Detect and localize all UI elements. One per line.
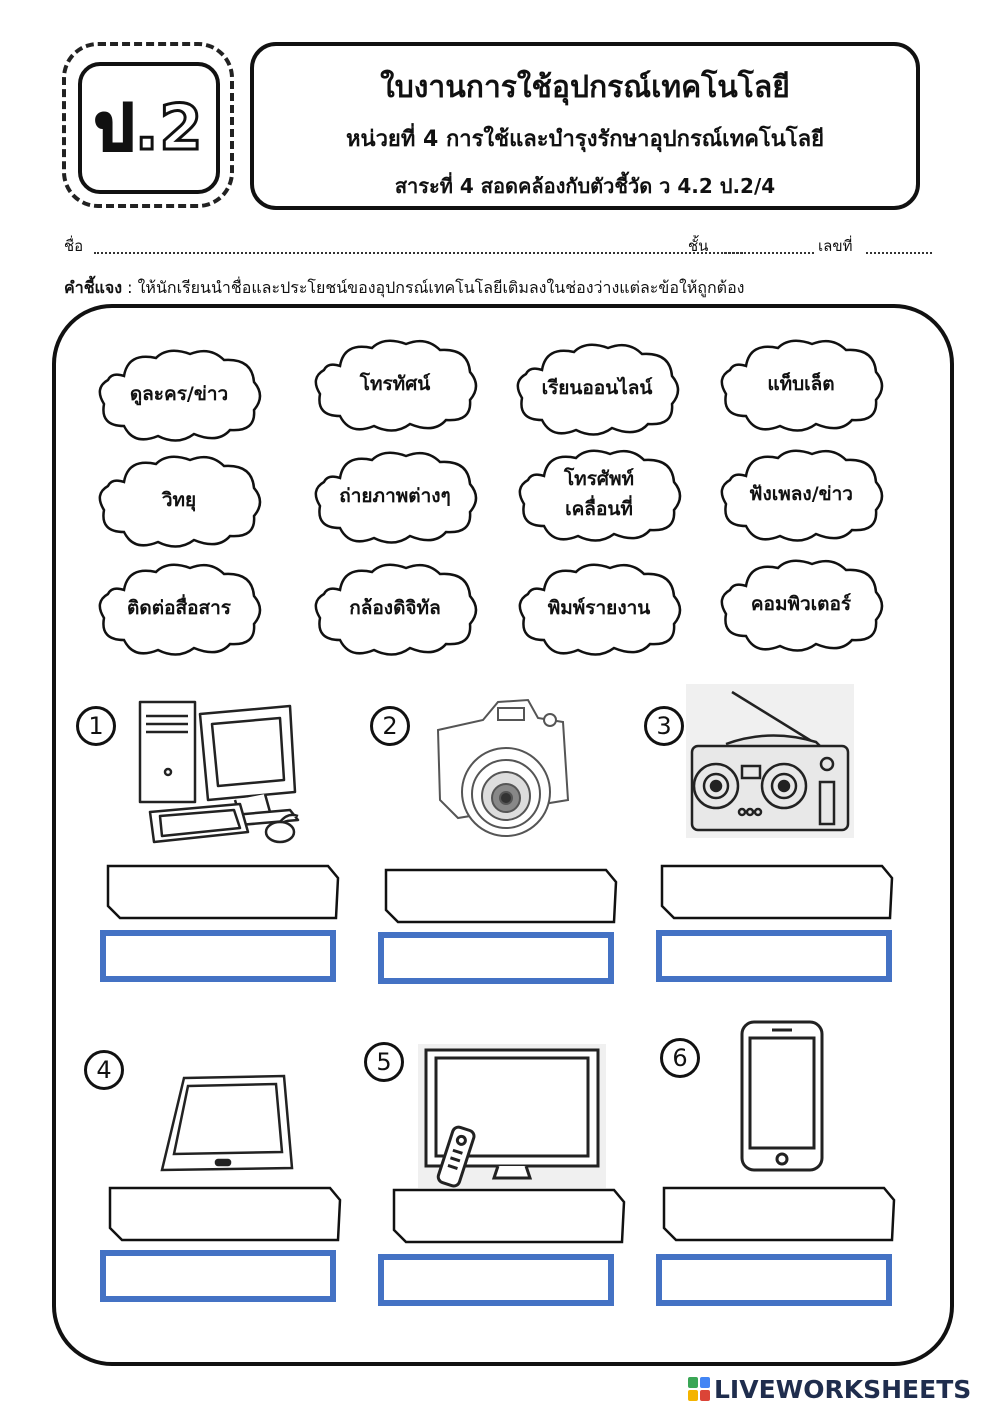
device-use-answer[interactable] [100, 1250, 336, 1302]
word-bank-cloud[interactable] [94, 560, 264, 656]
device-name-answer[interactable] [660, 864, 892, 918]
mobile-phone-icon [738, 1018, 826, 1174]
word-bank-term: วิทยุ [161, 488, 197, 511]
word-bank-cloud[interactable] [716, 556, 886, 652]
item-number: 4 [84, 1050, 124, 1090]
subject-line: สาระที่ 4 สอดคล้องกับตัวชี้วัด ว 4.2 ป.2/4 [394, 174, 776, 198]
word-bank-cloud[interactable] [310, 560, 480, 656]
device-name-answer[interactable] [392, 1188, 624, 1242]
instructions [64, 276, 944, 301]
item-number: 1 [76, 706, 116, 746]
name-field[interactable] [94, 234, 746, 254]
word-bank-term: โทรศัพท์ เคลื่อนที่ [563, 467, 635, 520]
worksheet-title: ใบงานการใช้อุปกรณ์เทคโนโลยี [380, 70, 790, 105]
item-number: 2 [370, 706, 410, 746]
grade-label: ป.2 [94, 91, 204, 164]
class-field[interactable] [724, 234, 814, 254]
word-bank-cloud[interactable] [716, 336, 886, 432]
tablet-icon [158, 1074, 294, 1174]
word-bank-cloud[interactable] [310, 448, 480, 544]
student-info-line [64, 232, 934, 260]
television-icon [418, 1044, 606, 1188]
unit-title: หน่วยที่ 4 การใช้และบำรุงรักษาอุปกรณ์เทคโนโลยี [346, 127, 824, 152]
item-number: 6 [660, 1038, 700, 1078]
title-box [250, 42, 920, 210]
word-bank-term: ติดต่อสื่อสาร [127, 596, 231, 619]
device-name-answer[interactable] [662, 1186, 894, 1240]
number-field[interactable] [866, 234, 932, 254]
class-label: ชั้น [688, 237, 709, 255]
instructions-label: คำชี้แจง [64, 278, 123, 297]
item-number: 3 [644, 706, 684, 746]
instructions-text: : ให้นักเรียนนำชื่อและประโยชน์ของอุปกรณ์เทคโนโลยีเติมลงในช่องว่างแต่ละข้อให้ถูกต้อง [122, 278, 745, 297]
device-name-answer[interactable] [384, 868, 616, 922]
word-bank-term: พิมพ์รายงาน [547, 596, 651, 619]
word-bank-cloud[interactable] [310, 336, 480, 432]
word-bank-term: โทรทัศน์ [359, 372, 431, 395]
camera-icon [428, 690, 578, 848]
word-bank-term: ดูละคร/ข่าว [129, 382, 229, 405]
device-name-answer[interactable] [108, 1186, 340, 1240]
word-bank-term: ฟังเพลง/ข่าว [749, 482, 853, 505]
word-bank-term: กล้องดิจิทัล [349, 596, 441, 619]
number-label: เลขที่ [818, 237, 853, 255]
brand [688, 1374, 988, 1404]
grade-badge [78, 62, 220, 194]
word-bank-cloud[interactable] [94, 346, 264, 442]
word-bank-term: ถ่ายภาพต่างๆ [339, 484, 451, 507]
radio-icon [686, 684, 854, 838]
device-use-answer[interactable] [100, 930, 336, 982]
word-bank-cloud[interactable] [512, 340, 682, 436]
word-bank-term: คอมพิวเตอร์ [750, 592, 852, 615]
device-name-answer[interactable] [106, 864, 338, 918]
device-use-answer[interactable] [656, 930, 892, 982]
brand-logo-icon [688, 1377, 710, 1401]
device-use-answer[interactable] [378, 1254, 614, 1306]
device-use-answer[interactable] [656, 1254, 892, 1306]
word-bank-cloud[interactable] [94, 452, 264, 548]
word-bank-term: แท็บเล็ต [767, 372, 835, 395]
item-number: 5 [364, 1042, 404, 1082]
desktop-computer-icon [130, 692, 310, 852]
word-bank-term: เรียนออนไลน์ [541, 376, 653, 399]
word-bank-cloud[interactable] [514, 446, 684, 542]
brand-name: LIVEWORKSHEETS [714, 1374, 972, 1404]
word-bank-cloud[interactable] [716, 446, 886, 542]
word-bank-cloud[interactable] [514, 560, 684, 656]
name-label: ชื่อ [64, 237, 84, 255]
device-use-answer[interactable] [378, 932, 614, 984]
